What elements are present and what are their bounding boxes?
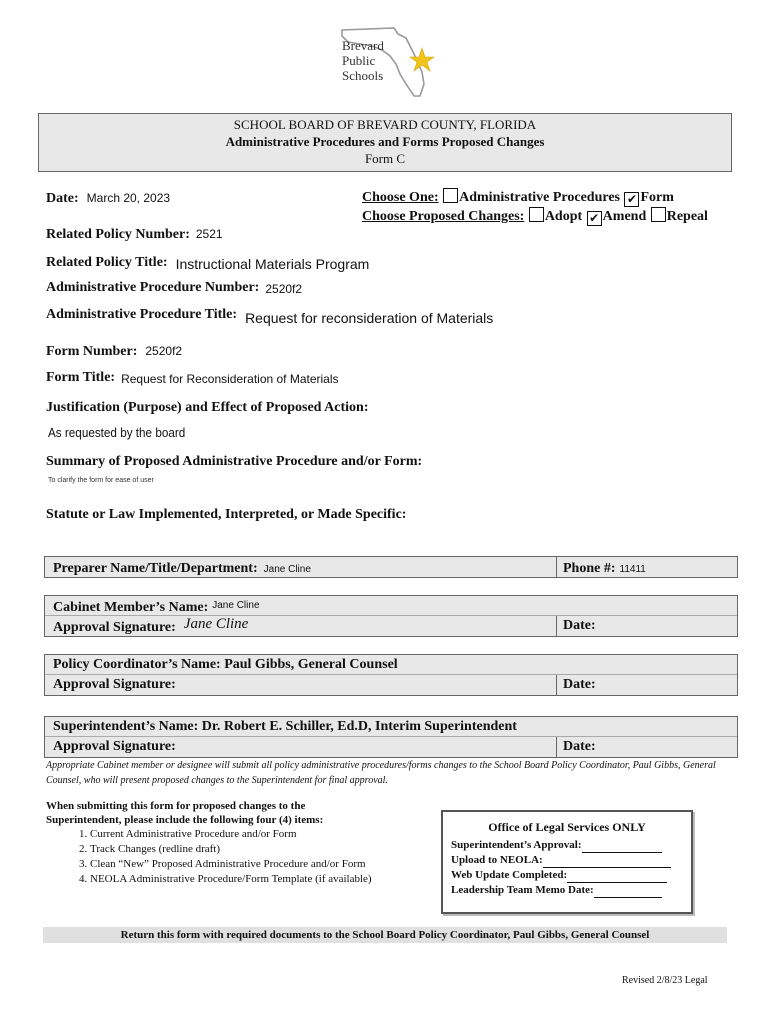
revision-note: Revised 2/8/23 Legal	[622, 975, 708, 986]
policy-title-value[interactable]: Instructional Materials Program	[175, 256, 370, 272]
policy-title-label: Related Policy Title:	[46, 255, 168, 270]
legal-row-label: Upload to NEOLA:	[451, 854, 543, 866]
date-row	[46, 189, 170, 207]
form-title-value[interactable]: Request for Reconsideration of Materials	[121, 372, 339, 386]
ap-title-row	[46, 305, 494, 326]
form-header	[38, 113, 732, 172]
amend-label: Amend	[602, 209, 647, 224]
instructions-intro: When submitting this form for proposed changes to the Superintendent, please include the following four (4) items:	[46, 800, 324, 826]
cabinet-label: Cabinet Member’s Name:	[53, 600, 209, 615]
policy-number-value[interactable]: 2521	[195, 227, 223, 241]
policy-title-row	[46, 253, 369, 271]
legal-row-leadership-memo	[451, 883, 691, 898]
legal-blank-line[interactable]	[543, 856, 671, 868]
instructions-item: 2. Track Changes (redline draft)	[90, 842, 436, 857]
logo-line-1: Brevard	[342, 38, 384, 53]
instructions-item: 4. NEOLA Administrative Procedure/Form Template (if available)	[90, 872, 436, 887]
choose-changes-row	[362, 207, 708, 226]
instructions-item: 3. Clean “New” Proposed Administrative Procedure and/or Form	[90, 857, 436, 872]
ap-number-row	[46, 278, 302, 296]
return-instructions-bar	[43, 927, 727, 943]
statute-label: Statute or Law Implemented, Interpreted, or Made Specific:	[46, 507, 407, 522]
choose-one-label: Choose One:	[362, 190, 439, 205]
date-label: Date:	[46, 191, 79, 206]
cabinet-approval-label: Approval Signature:	[53, 620, 176, 635]
form-option-label: Form	[640, 190, 674, 205]
coordinator-date-label: Date:	[563, 677, 596, 692]
brevard-logo	[336, 24, 436, 102]
logo-line-3: Schools	[342, 68, 384, 83]
legal-services-box	[441, 810, 693, 914]
form-title-label: Form Title:	[46, 370, 116, 385]
return-text: Return this form with required documents to the School Board Policy Coordinator, Paul Gibbs, General Counsel	[120, 929, 650, 941]
superintendent-label: Superintendent’s Name: Dr. Robert E. Schiller, Ed.D, Interim Superintendent	[53, 719, 517, 734]
policy-number-row	[46, 225, 223, 243]
instructions-item: 1. Current Administrative Procedure and/or Form	[90, 827, 436, 842]
preparer-value[interactable]: Jane Cline	[263, 564, 311, 575]
coordinator-label: Policy Coordinator’s Name: Paul Gibbs, General Counsel	[53, 657, 398, 672]
summary-label: Summary of Proposed Administrative Procedure and/or Form:	[46, 454, 423, 469]
summary-value[interactable]: To clarify the form for ease of user	[48, 477, 154, 484]
cabinet-block	[44, 595, 738, 637]
cabinet-signature[interactable]: Jane Cline	[183, 616, 249, 632]
repeal-label: Repeal	[666, 209, 708, 224]
submission-note: Appropriate Cabinet member or designee will submit all policy administrative procedures/forms changes to the School Board Policy Coordinator, Paul Gibbs, General Counsel, who will present proposed changes to the Superintendent for final approval.	[46, 760, 716, 786]
cabinet-date-label: Date:	[563, 618, 596, 633]
header-line-1: SCHOOL BOARD OF BREVARD COUNTY, FLORIDA	[233, 117, 537, 132]
form-checkbox[interactable]: ✔	[624, 192, 639, 207]
legal-blank-line[interactable]	[594, 886, 662, 898]
superintendent-approval-label: Approval Signature:	[53, 739, 176, 754]
form-number-value[interactable]: 2520f2	[145, 344, 183, 358]
legal-row-superintendent-approval	[451, 838, 691, 853]
coordinator-approval-label: Approval Signature:	[53, 677, 176, 692]
preparer-bar	[44, 556, 738, 578]
legal-blank-line[interactable]	[567, 871, 667, 883]
preparer-label: Preparer Name/Title/Department:	[53, 561, 258, 576]
legal-row-label: Web Update Completed:	[451, 869, 568, 881]
choose-changes-label: Choose Proposed Changes:	[362, 209, 525, 224]
ap-title-value[interactable]: Request for reconsideration of Materials	[245, 310, 494, 326]
legal-row-web-update	[451, 868, 691, 883]
legal-title: Office of Legal Services ONLY	[488, 820, 646, 834]
header-line-2: Administrative Procedures and Forms Proposed Changes	[225, 134, 545, 149]
coordinator-block	[44, 654, 738, 696]
phone-label: Phone #:	[563, 561, 616, 576]
logo-line-2: Public	[342, 53, 376, 68]
legal-row-label: Superintendent’s Approval:	[451, 839, 582, 851]
form-title-row	[46, 368, 339, 386]
legal-row-upload-neola	[451, 853, 691, 868]
superintendent-date-label: Date:	[563, 739, 596, 754]
amend-checkbox[interactable]: ✔	[587, 211, 602, 226]
adopt-label: Adopt	[544, 209, 583, 224]
ap-title-label: Administrative Procedure Title:	[46, 307, 238, 322]
superintendent-block	[44, 716, 738, 758]
instructions-list	[46, 827, 436, 887]
header-line-3: Form C	[364, 151, 406, 166]
phone-value[interactable]: 11411	[619, 564, 646, 575]
admin-procedures-label: Administrative Procedures	[459, 190, 620, 205]
policy-number-label: Related Policy Number:	[46, 227, 190, 242]
justification-label: Justification (Purpose) and Effect of Proposed Action:	[46, 400, 369, 415]
choose-one-row	[362, 188, 674, 207]
legal-row-label: Leadership Team Memo Date:	[451, 884, 594, 896]
legal-blank-line[interactable]	[582, 841, 662, 853]
ap-number-value[interactable]: 2520f2	[265, 282, 303, 296]
admin-procedures-checkbox[interactable]	[443, 188, 458, 203]
date-value[interactable]: March 20, 2023	[86, 191, 171, 205]
adopt-checkbox[interactable]	[529, 207, 544, 222]
form-number-label: Form Number:	[46, 344, 138, 359]
form-number-row	[46, 342, 182, 360]
repeal-checkbox[interactable]	[651, 207, 666, 222]
cabinet-value[interactable]: Jane Cline	[212, 600, 260, 611]
justification-value[interactable]: As requested by the board	[48, 425, 186, 440]
ap-number-label: Administrative Procedure Number:	[46, 280, 260, 295]
